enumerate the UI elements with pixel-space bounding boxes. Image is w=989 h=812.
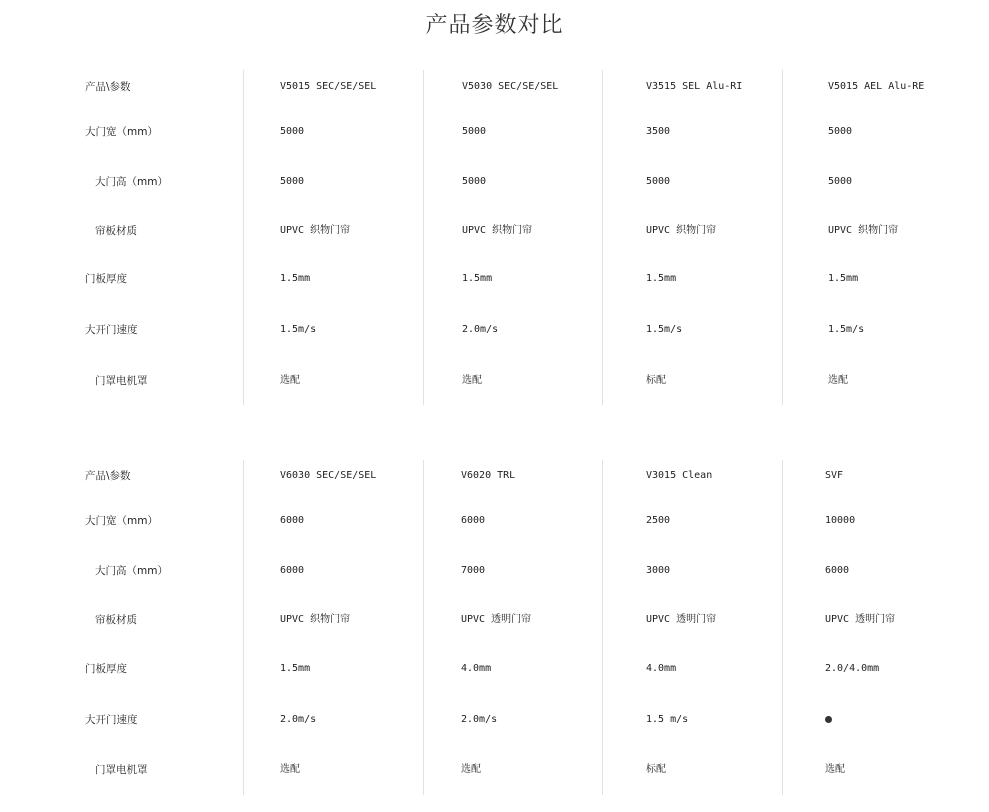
value-cell: 6000 (825, 565, 850, 576)
value-cell: 1.5mm (462, 273, 493, 284)
value-cell: 2.0/4.0mm (825, 663, 880, 674)
header-label-cell: 产品\参数 (85, 470, 131, 482)
header-model-cell: V3015 Clean (646, 470, 713, 481)
value-cell: 5000 (280, 176, 305, 187)
value-cell: 6000 (280, 565, 305, 576)
value-cell: 选配 (462, 375, 482, 386)
value-cell: 5000 (280, 126, 305, 137)
value-cell: 选配 (825, 764, 845, 775)
header-model-cell: V5015 AEL Alu-RE (828, 81, 925, 92)
value-cell: 选配 (280, 764, 300, 775)
value-cell: UPVC 透明门帘 (646, 614, 717, 625)
header-label-cell: 产品\参数 (85, 81, 131, 93)
page-title: 产品参数对比 (425, 13, 564, 38)
row-label-cell: 门罩电机罩 (95, 375, 148, 387)
value-cell: 3000 (646, 565, 671, 576)
value-cell: 6000 (461, 515, 486, 526)
value-cell: UPVC 织物门帘 (828, 225, 899, 236)
value-cell: 4.0mm (461, 663, 492, 674)
value-cell: 选配 (280, 375, 300, 386)
header-model-cell: V5030 SEC/SE/SEL (462, 81, 559, 92)
column-divider (602, 460, 603, 795)
value-cell: 1.5mm (280, 273, 311, 284)
row-label-cell: 门板厚度 (85, 273, 127, 285)
value-cell: 1.5m/s (280, 324, 317, 335)
header-model-cell: V6030 SEC/SE/SEL (280, 470, 377, 481)
value-cell: 2500 (646, 515, 671, 526)
row-label-cell: 大门宽（mm） (85, 515, 158, 527)
row-label-cell: 帘板材质 (95, 614, 137, 626)
value-cell: 4.0mm (646, 663, 677, 674)
value-cell: 标配 (646, 375, 666, 386)
value-cell: UPVC 透明门帘 (825, 614, 896, 625)
row-label-cell: 门罩电机罩 (95, 764, 148, 776)
value-cell: 1.5m/s (646, 324, 683, 335)
value-cell: 选配 (828, 375, 848, 386)
header-model-cell: V5015 SEC/SE/SEL (280, 81, 377, 92)
row-label-cell: 门板厚度 (85, 663, 127, 675)
row-label-cell: 大开门速度 (85, 324, 138, 336)
value-cell: 1.5mm (646, 273, 677, 284)
value-cell: 5000 (646, 176, 671, 187)
value-cell: 1.5mm (828, 273, 859, 284)
column-divider (243, 460, 244, 795)
header-model-cell: V6020 TRL (461, 470, 516, 481)
value-cell (825, 713, 832, 727)
row-label-cell: 帘板材质 (95, 225, 137, 237)
row-label-cell: 大门高（mm） (95, 565, 168, 577)
value-cell: 7000 (461, 565, 486, 576)
row-label-cell: 大门宽（mm） (85, 126, 158, 138)
value-cell: 1.5mm (280, 663, 311, 674)
value-cell: 2.0m/s (462, 324, 499, 335)
value-cell: 5000 (462, 176, 487, 187)
dot-icon (825, 716, 832, 723)
value-cell: 2.0m/s (461, 714, 498, 725)
value-cell: UPVC 织物门帘 (462, 225, 533, 236)
value-cell: 5000 (462, 126, 487, 137)
value-cell: 标配 (646, 764, 666, 775)
value-cell: 2.0m/s (280, 714, 317, 725)
value-cell: 1.5m/s (828, 324, 865, 335)
row-label-cell: 大门高（mm） (95, 176, 168, 188)
header-model-cell: SVF (825, 470, 844, 481)
value-cell: UPVC 织物门帘 (280, 225, 351, 236)
value-cell: 10000 (825, 515, 856, 526)
value-cell: 5000 (828, 126, 853, 137)
value-cell: 选配 (461, 764, 481, 775)
column-divider (782, 460, 783, 795)
value-cell: 1.5 m/s (646, 714, 689, 725)
value-cell: 3500 (646, 126, 671, 137)
value-cell: UPVC 织物门帘 (646, 225, 717, 236)
column-divider (423, 460, 424, 795)
value-cell: 6000 (280, 515, 305, 526)
value-cell: 5000 (828, 176, 853, 187)
value-cell: UPVC 透明门帘 (461, 614, 532, 625)
row-label-cell: 大开门速度 (85, 714, 138, 726)
header-model-cell: V3515 SEL Alu-RI (646, 81, 743, 92)
value-cell: UPVC 织物门帘 (280, 614, 351, 625)
